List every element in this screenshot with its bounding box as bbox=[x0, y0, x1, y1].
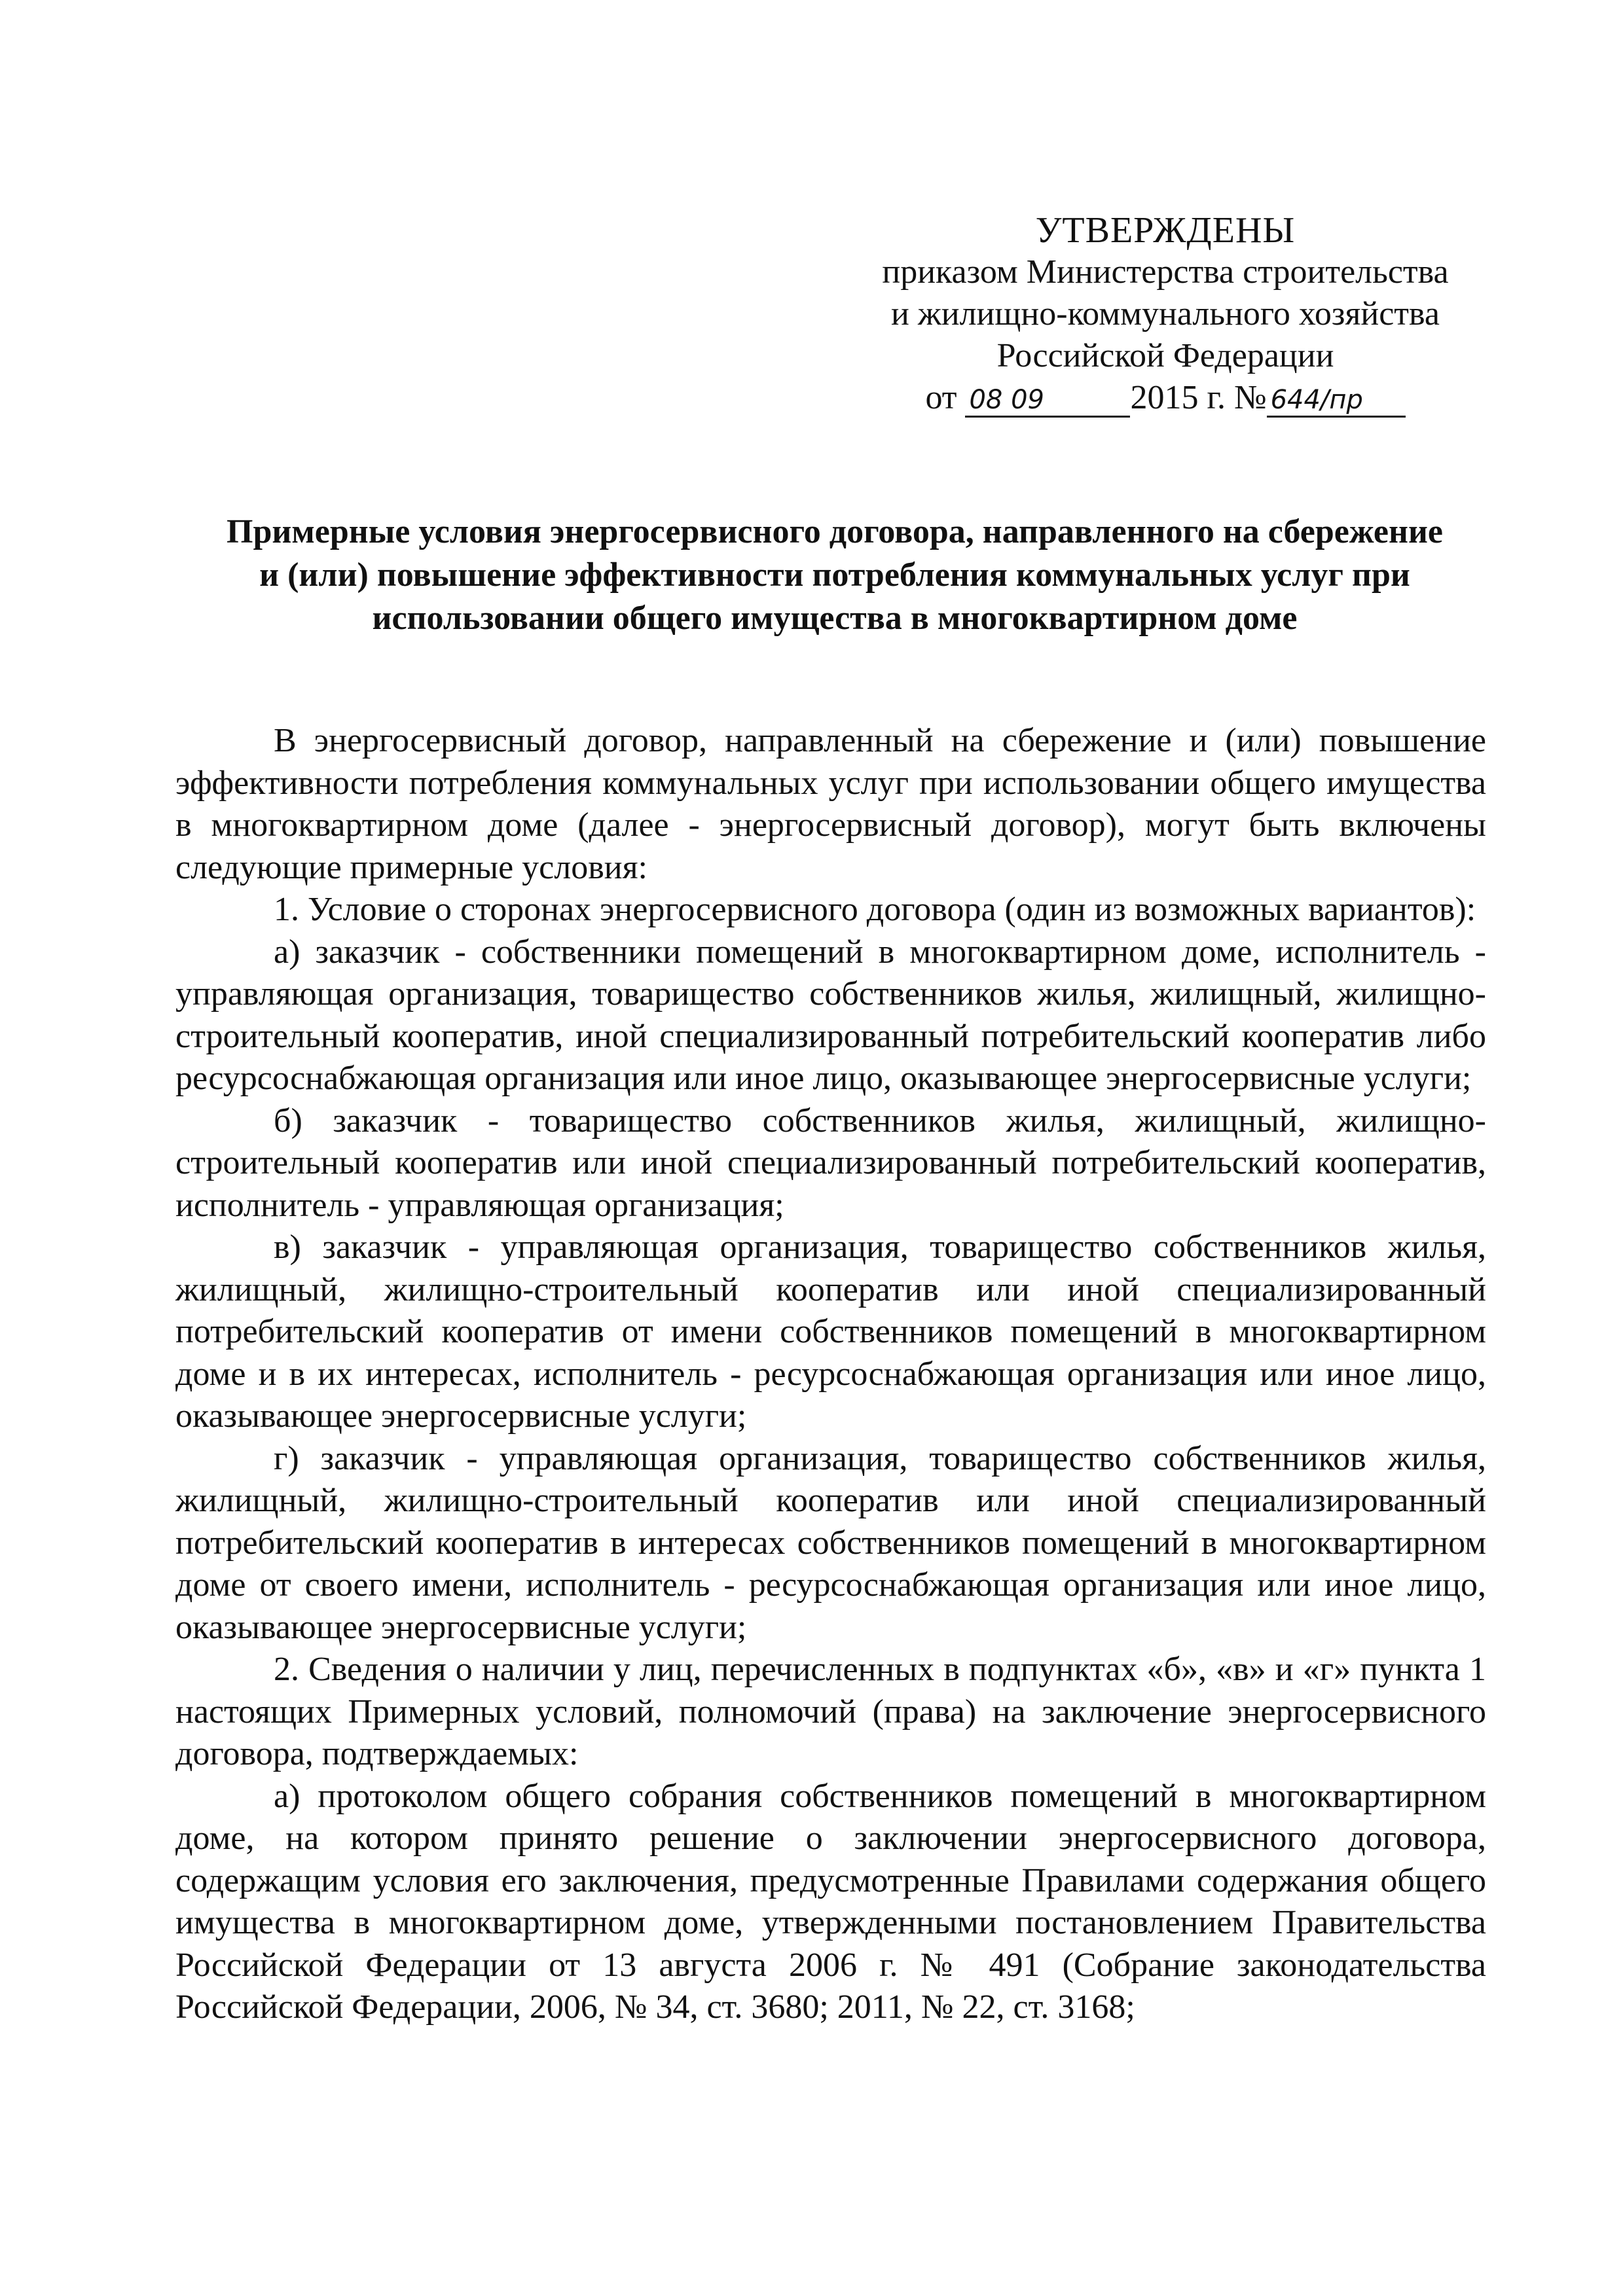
approval-heading: УТВЕРЖДЕНЫ bbox=[1035, 210, 1296, 251]
paragraph-1v: в) заказчик - управляющая организация, товарищество собственников жилья, жилищный, жилищно-строительный кооператив или иной специализированный потребительский кооператив от имени собственников помещений в многоквартирном доме и в их интересах, исполнитель - ресурсоснабжающая организация или иное лицо, оказывающее энергосервисные услуги; bbox=[175, 1229, 1486, 1435]
year-text: 2015 г. № bbox=[1130, 379, 1267, 416]
document-title bbox=[183, 511, 1486, 640]
title-line-2: и (или) повышение эффективности потребления коммунальных услуг при bbox=[259, 556, 1410, 594]
paragraph-2: 2. Сведения о наличии у лиц, перечисленных в подпунктах «б», «в» и «г» пункта 1 настоящих Примерных условий, полномочий (права) на заключение энергосервисного договора, подтверждаемых: bbox=[175, 1651, 1486, 1772]
title-line-1: Примерные условия энергосервисного договора, направленного на сбережение bbox=[227, 513, 1443, 550]
approval-line-3: Российской Федерации bbox=[996, 337, 1334, 374]
title-line-3: использовании общего имущества в многоквартирном доме bbox=[372, 600, 1298, 637]
approval-line-1: приказом Министерства строительства bbox=[882, 253, 1449, 291]
paragraph-intro: В энергосервисный договор, направленный на сбережение и (или) повышение эффективности потребления коммунальных услуг при использовании общего имущества в многоквартирном доме (далее - энергосервисный договор), могут быть включены следующие примерные условия: bbox=[175, 722, 1486, 886]
paragraph-1g: г) заказчик - управляющая организация, товарищество собственников жилья, жилищный, жилищно-строительный кооператив или иной специализированный потребительский кооператив в интересах собственников помещений в многоквартирном доме от своего имени, исполнитель - ресурсоснабжающая организация или иное лицо, оказывающее энергосервисные услуги; bbox=[175, 1439, 1486, 1646]
date-prefix: от bbox=[925, 379, 957, 416]
paragraph-1b: б) заказчик - товарищество собственников жилья, жилищный, жилищно-строительный кооператив или иной специализированный потребительский кооператив, исполнитель - управляющая организация; bbox=[175, 1102, 1486, 1224]
approval-block bbox=[851, 209, 1480, 419]
handwritten-date: 08 09 bbox=[965, 384, 1130, 418]
paragraph-2a: а) протоколом общего собрания собственников помещений в многоквартирном доме, на котором принято решение о заключении энергосервисного договора, содержащим условия его заключения, предусмотренные Правилами содержания общего имущества в многоквартирном доме, утвержденными постановлением Правительства Российской Федерации от 13 августа 2006 г. № 491 (Собрание законодательства Российской Федерации, 2006, № 34, ст. 3680; 2011, № 22, ст. 3168; bbox=[175, 1777, 1486, 2026]
approval-date-line bbox=[851, 377, 1480, 419]
paragraph-1: 1. Условие о сторонах энергосервисного договора (один из возможных вариантов): bbox=[274, 891, 1476, 928]
handwritten-number: 644/пр bbox=[1267, 384, 1406, 418]
paragraph-1a: а) заказчик - собственники помещений в многоквартирном доме, исполнитель - управляющая организация, товарищество собственников жилья, жилищный, жилищно-строительный кооператив, иной специализированный потребительский кооператив либо ресурсоснабжающая организация или иное лицо, оказывающее энергосервисные услуги; bbox=[175, 933, 1486, 1097]
document-body bbox=[175, 720, 1486, 2029]
approval-line-2: и жилищно-коммунального хозяйства bbox=[891, 295, 1440, 332]
